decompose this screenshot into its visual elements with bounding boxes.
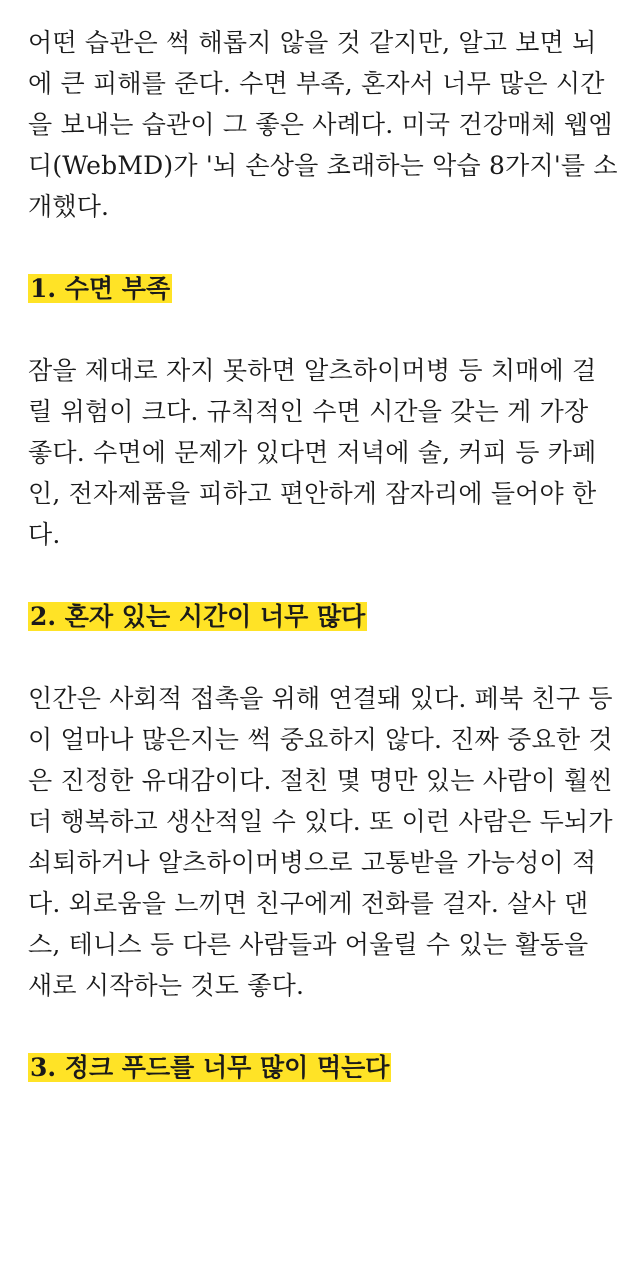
heading-highlight: 1. 수면 부족 [30,274,171,303]
section-heading-sleep-deprivation [28,268,618,309]
heading-highlight: 3. 정크 푸드를 너무 많이 먹는다 [30,1053,390,1082]
heading-highlight: 2. 혼자 있는 시간이 너무 많다 [30,602,366,631]
article-body [28,22,618,1088]
section-heading-too-much-time-alone [28,596,618,637]
section-paragraph-sleep-deprivation: 잠을 제대로 자지 못하면 알츠하이머병 등 치매에 걸릴 위험이 크다. 규칙적인 수면 시간을 갖는 게 가장 좋다. 수면에 문제가 있다면 저녁에 술, 커피 등 카페인, 전자제품을 피하고 편안하게 잠자리에 들어야 한다. [28,356,597,549]
section-heading-junk-food [28,1047,618,1088]
intro-paragraph: 어떤 습관은 썩 해롭지 않을 것 같지만, 알고 보면 뇌에 큰 피해를 준다. 수면 부족, 혼자서 너무 많은 시간을 보내는 습관이 그 좋은 사례다. 미국 건강매체 웹엠디(WebMD)가 '뇌 손상을 초래하는 악습 8가지'를 소개했다. [28,28,618,221]
section-paragraph-too-much-time-alone: 인간은 사회적 접촉을 위해 연결돼 있다. 페북 친구 등이 얼마나 많은지는 썩 중요하지 않다. 진짜 중요한 것은 진정한 유대감이다. 절친 몇 명만 있는 사람이 훨씬 더 행복하고 생산적일 수 있다. 또 이런 사람은 두뇌가 쇠퇴하거나 알츠하이머병으로 고통받을 가능성이 적다. 외로움을 느끼면 친구에게 전화를 걸자. 살사 댄스, 테니스 등 다른 사람들과 어울릴 수 있는 활동을 새로 시작하는 것도 좋다. [28,684,613,1000]
